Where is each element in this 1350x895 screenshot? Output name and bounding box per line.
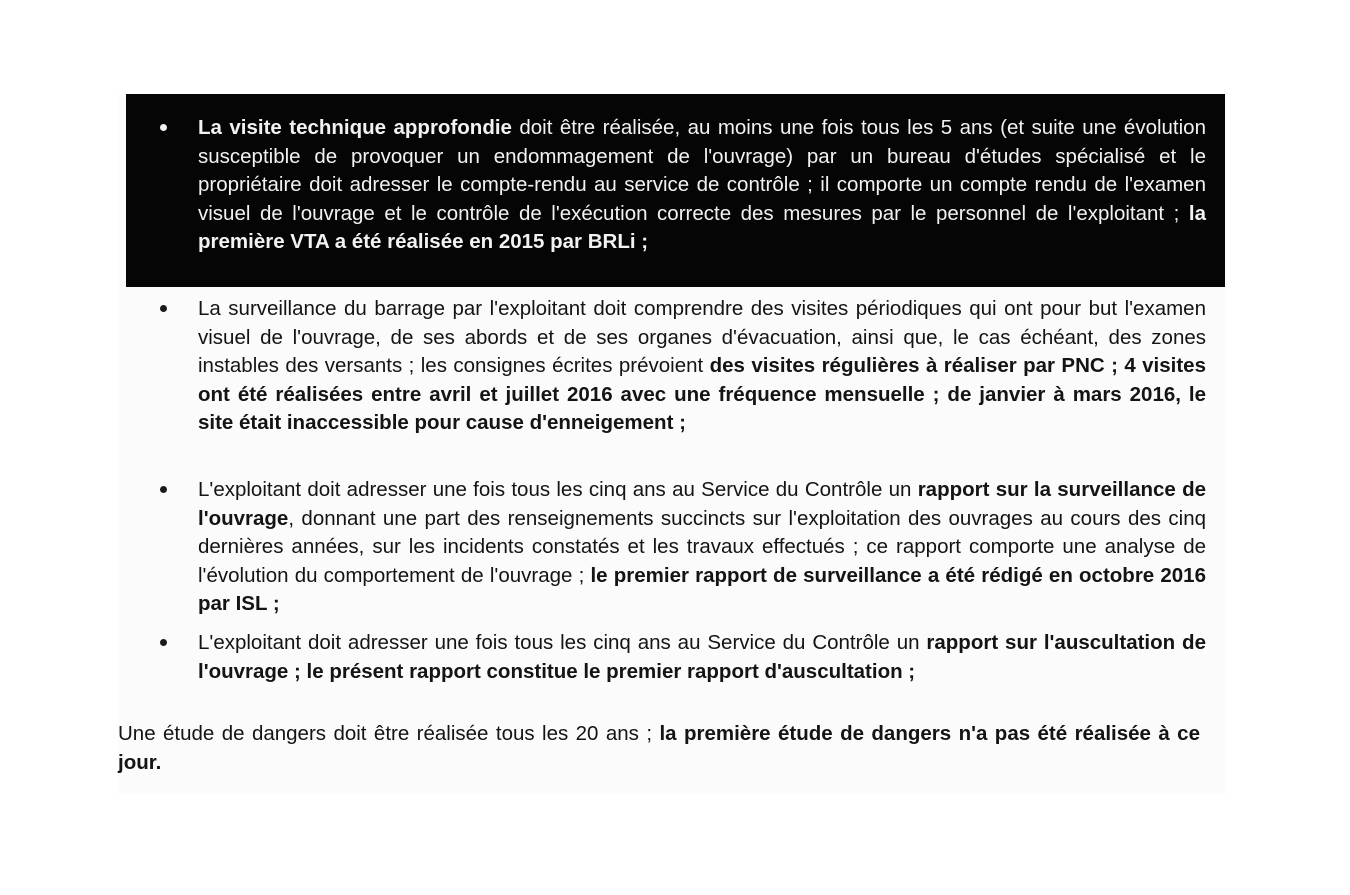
bullet-text [198, 295, 1206, 438]
bullet-text-segment: La visite technique approfondie [198, 116, 512, 139]
bullet-text-segment: des visites régulières à réaliser par PNC ; 4 visites ont été réalisées entre avril et juillet 2016 avec une fréquence mensuelle ; de janvier à mars 2016, le site était inaccessible pour cause d'enneigement ; [198, 354, 1206, 434]
bullet-text [198, 114, 1206, 257]
bullet-text-segment: la première VTA a été réalisée en 2015 par BRLi ; [198, 201, 1206, 253]
bullet-text-segment: , donnant une part des renseignements succincts sur l'exploitation des ouvrages au cours des cinq dernières années, sur les incidents constatés et les travaux effectués ; ce rapport comporte une analyse de l'évolution du comportement de l'ouvrage ; [198, 506, 1206, 587]
closing-paragraph [118, 719, 1200, 777]
bullet-text-segment: doit être réalisée, au moins une fois tous les 5 ans (et suite une évolution susceptible de provoquer un endommagement de l'ouvrage) par un bureau d'études spécialisé et le propriétaire doit adresser le compte-rendu au service de contrôle ; il comporte un compte rendu de l'examen visuel de l'ouvrage et le contrôle de l'exécution correcte des mesures par le personnel de l'exploitant ; [198, 116, 1206, 225]
bullet-text-segment: La surveillance du barrage par l'exploitant doit comprendre des visites périodiques qui ont pour but l'examen visuel de l'ouvrage, de ses abords et de ses organes d'évacuation, ainsi que, le cas échéant, des zones instables des versants ; les consignes écrites prévoient [198, 297, 1206, 377]
bullet-text-segment: L'exploitant doit adresser une fois tous les cinq ans au Service du Contrôle un [198, 478, 918, 501]
bullet-text-segment: L'exploitant doit adresser une fois tous les cinq ans au Service du Contrôle un [198, 631, 927, 654]
bullet-dot [160, 124, 167, 131]
bullet-text [198, 629, 1206, 686]
bullet-text-segment: rapport sur l'auscultation de l'ouvrage ; le présent rapport constitue le premier rapport d'auscultation ; [198, 631, 1206, 683]
bullet-dot [160, 305, 167, 312]
closing-text-segment: Une étude de dangers doit être réalisée tous les 20 ans ; [118, 722, 660, 745]
bullet-dot [160, 486, 167, 493]
bullet-text [198, 476, 1206, 619]
closing-text-segment: la première étude de dangers n'a pas été réalisée à ce jour. [118, 722, 1200, 774]
bullet-text-segment: le premier rapport de surveillance a été rédigé en octobre 2016 par ISL ; [198, 563, 1206, 615]
bullet-text-segment: rapport sur la surveillance de l'ouvrage [198, 478, 1206, 530]
bullet-dot [160, 639, 167, 646]
